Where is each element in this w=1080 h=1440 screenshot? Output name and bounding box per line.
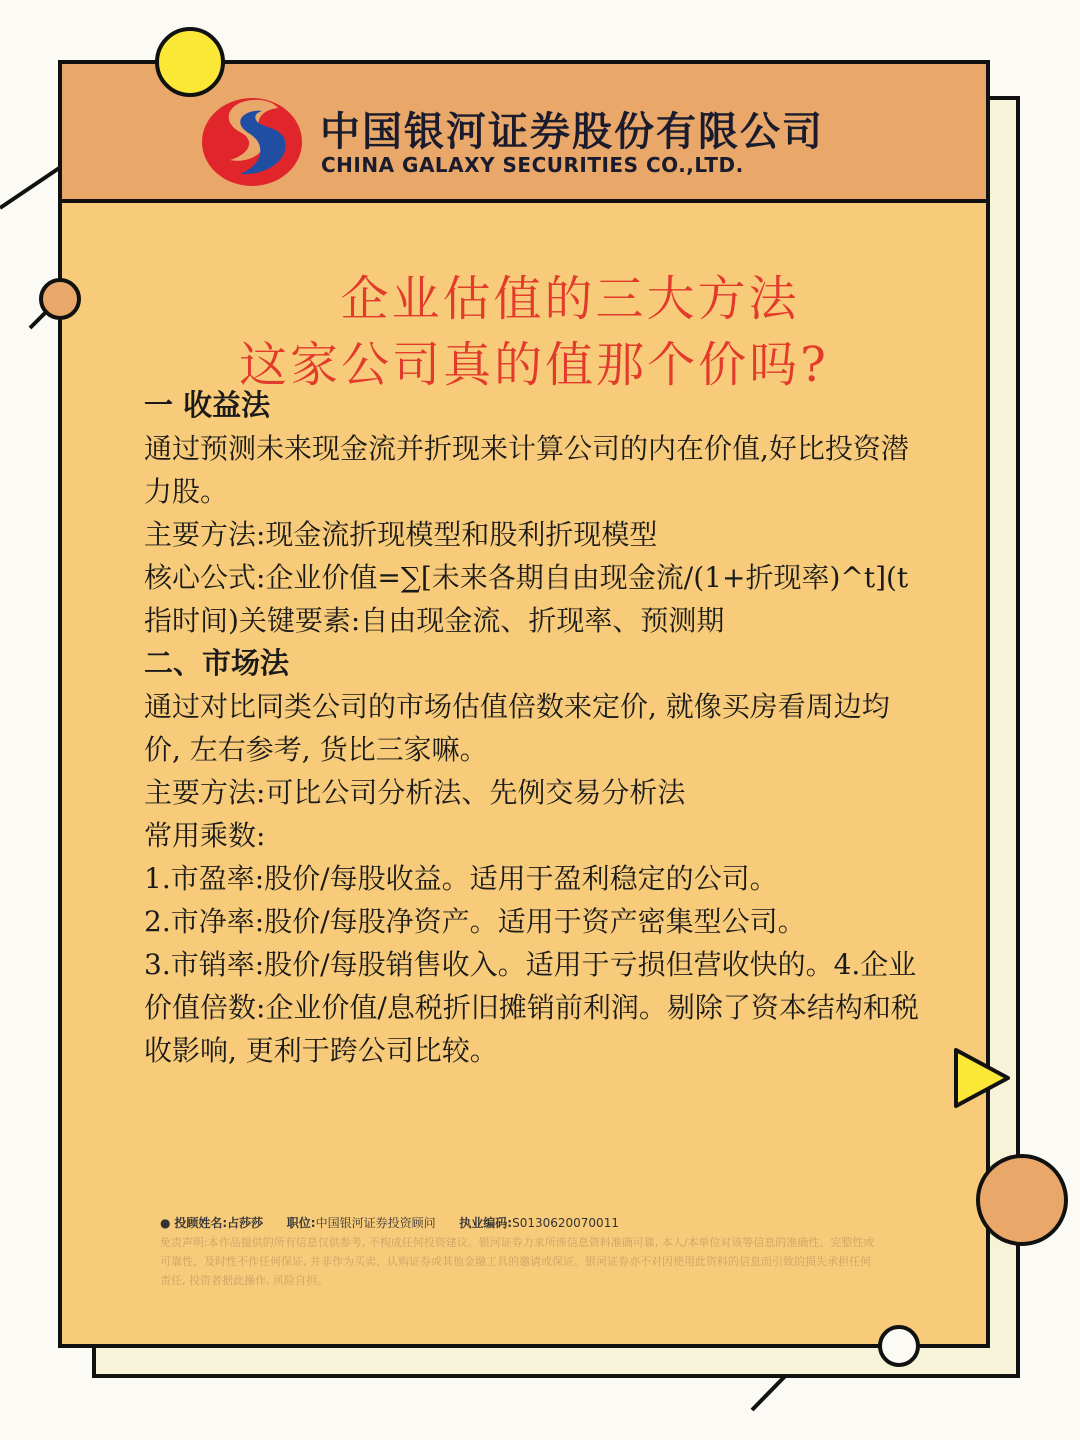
section-heading-market: 二、市场法 bbox=[144, 646, 290, 680]
orange-large-circle-icon bbox=[972, 1150, 1072, 1250]
position-value: 中国银河证券投资顾问 bbox=[315, 1216, 436, 1230]
section-text: 核心公式:企业价值=∑[未来各期自由现金流/(1+折现率)^t](t指时间)关键要素:自由现金流、折现率、预测期 bbox=[144, 561, 909, 637]
main-card bbox=[58, 60, 990, 1348]
disclaimer: 免责声明:本作品提供的所有信息仅供参考, 不构成任何投资建议。银河证券力求所涉信息资料准确可靠, 本人/本单位对该等信息的准确性、完整性或可靠性、及时性不作任何保证, 并非作为买卖、认购证券或其他金融工具的邀请或保证。银河证券亦不对因使用此资料的信息而引致的损失承担任何责任, 投资者据此操作, 风险自担。 bbox=[160, 1236, 875, 1287]
advisor-name: 占莎莎 bbox=[227, 1216, 264, 1230]
list-item: 2.市净率:股价/每股净资产。适用于资产密集型公司。 bbox=[144, 905, 806, 938]
list-item: 3.市销率:股价/每股销售收入。适用于亏损但营收快的。4.企业价值倍数:企业价值/息税折旧摊销前利润。剔除了资本结构和税收影响, 更利于跨公司比较。 bbox=[144, 948, 919, 1067]
section-text: 通过预测未来现金流并折现来计算公司的内在价值,好比投资潜力股。 bbox=[144, 432, 909, 508]
advisor-info bbox=[160, 1214, 880, 1231]
section-text: 通过对比同类公司的市场估值倍数来定价, 就像买房看周边均价, 左右参考, 货比三家嘛。 bbox=[144, 690, 890, 766]
section-heading-income: 一 收益法 bbox=[144, 388, 271, 422]
license-value: S0130620070011 bbox=[512, 1216, 619, 1230]
company-name-en: CHINA GALAXY SECURITIES CO.,LTD. bbox=[321, 153, 744, 177]
license-label: 执业编码: bbox=[459, 1216, 513, 1230]
section-text: 主要方法:现金流折现模型和股利折现模型 bbox=[144, 518, 658, 551]
title-line-2: 这家公司真的值那个价吗? bbox=[239, 337, 829, 393]
list-item: 1.市盈率:股价/每股收益。适用于盈利稳定的公司。 bbox=[144, 862, 778, 895]
orange-small-circle-icon bbox=[35, 276, 85, 326]
position-label: 职位: bbox=[286, 1216, 316, 1230]
galaxy-securities-logo-icon bbox=[200, 94, 304, 190]
title-line-1: 企业估值的三大方法 bbox=[340, 271, 800, 327]
section-text: 主要方法:可比公司分析法、先例交易分析法 bbox=[144, 776, 686, 809]
outline-circle-icon bbox=[874, 1320, 924, 1370]
advisor-footer bbox=[160, 1214, 880, 1290]
bullet-icon: ● bbox=[160, 1216, 171, 1230]
advisor-label: 投顾姓名: bbox=[174, 1216, 228, 1230]
section-text: 常用乘数: bbox=[144, 819, 266, 852]
company-name-cn: 中国银河证券股份有限公司 bbox=[320, 109, 824, 155]
article-body bbox=[144, 384, 924, 1072]
play-triangle-icon bbox=[948, 1044, 1018, 1114]
yellow-circle-icon bbox=[150, 22, 230, 102]
